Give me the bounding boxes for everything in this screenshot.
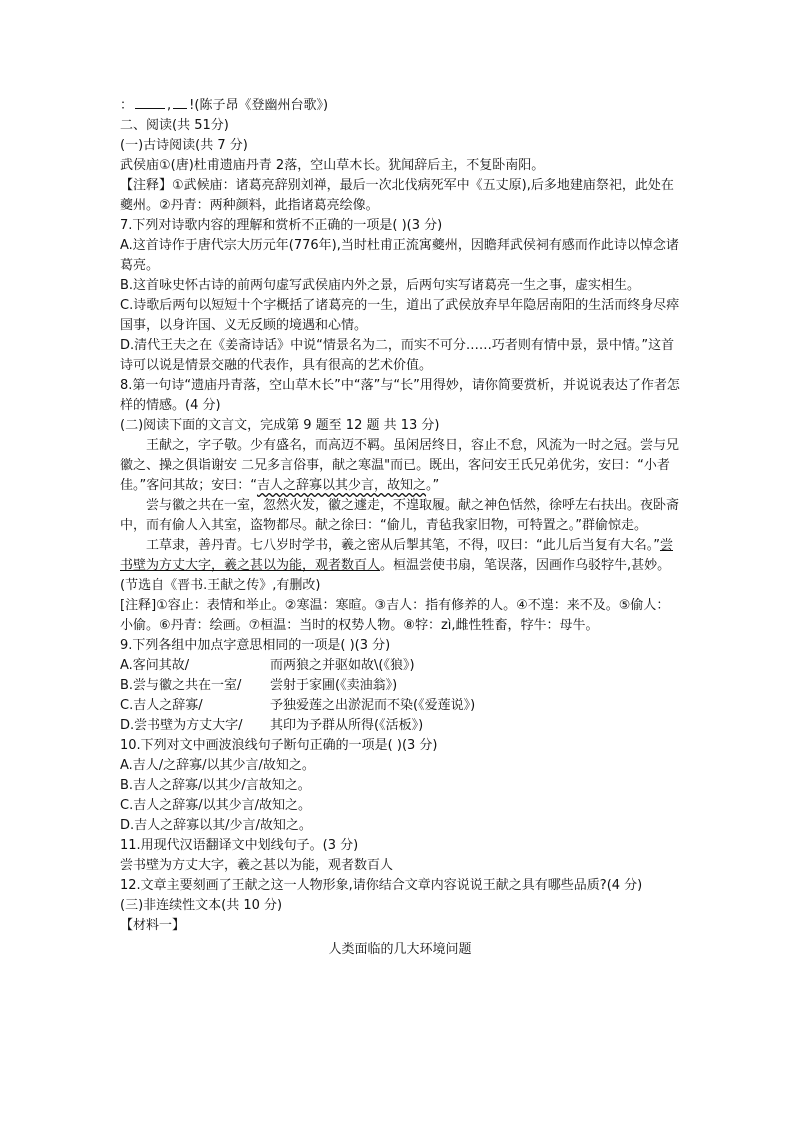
classical-paragraph-2: 尝与徽之共在一室，忽然火发，徽之遽走，不遑取履。献之神色恬然，徐呼左右扶出。夜卧斋中，而有偷人入其室，盗物都尽。献之徐曰：“偷儿，青毡我家旧物，可特置之。”群偷惊走。 xyxy=(120,498,680,533)
option-left: C.吉人之辞寡/ xyxy=(120,698,203,713)
subsection-heading-classical: (二)阅读下面的文言文，完成第 9 题至 12 题 共 13 分) xyxy=(120,418,440,433)
q11-sentence: 尝书壁为方丈大字，羲之甚以为能，观者数百人 xyxy=(120,858,394,873)
subsection-heading-nontext: (三)非连续性文本(共 10 分) xyxy=(120,898,283,913)
option-left: D.尝书壁为方丈大字/ xyxy=(120,718,243,733)
poem-text: 武侯庙①(唐)杜甫遗庙丹青 2落，空山草木长。犹闻辞后主，不复卧南阳。 xyxy=(120,158,545,173)
option-right: 予独爱莲之出淤泥而不染(《爱莲说》) xyxy=(270,698,476,713)
classical-paragraph-1 xyxy=(120,436,680,496)
question-7: 7.下列对诗歌内容的理解和赏析不正确的一项是( )(3 分) xyxy=(120,218,443,233)
question-9: 9.下列各组中加点字意思相同的一项是( )(3 分) xyxy=(120,638,391,653)
line-prefix: ： xyxy=(120,98,134,113)
q10-option-c: C.吉人之辞寡/以其少言/故知之。 xyxy=(120,798,311,813)
q10-option-d: D.吉人之辞寡以其/少言/故知之。 xyxy=(120,818,312,833)
question-11: 11.用现代汉语翻译文中划线句子。(3 分) xyxy=(120,838,359,853)
option-right: 尝射于家圃(《卖油翁》) xyxy=(270,678,398,693)
paragraph-text: 。” xyxy=(426,478,440,493)
question-12: 12.文章主要刻画了王献之这一人物形象,请你结合文章内容说说王献之具有哪些品质?(4 分) xyxy=(120,878,643,893)
q7-option-b: B.这首咏史怀古诗的前两句虚写武侯庙内外之景，后两句实写诸葛亮一生之事，虚实相生。 xyxy=(120,278,641,293)
exam-content xyxy=(120,96,680,960)
q10-option-a: A.吉人/之辞寡/以其少言/故知之。 xyxy=(120,758,315,773)
question-10: 10.下列对文中画波浪线句子断句正确的一项是( )(3 分) xyxy=(120,738,438,753)
answer-blank[interactable] xyxy=(135,96,165,109)
poem-notes: 【注释】①武候庙：诸葛亮辞别刘禅，最后一次北伐病死军中《五丈原),后多地建庙祭祀，此处在夔州。②丹青：两种颜料，此指诸葛亮绘像。 xyxy=(120,178,674,213)
line-suffix: !(陈子昂《登幽州台歌》) xyxy=(189,98,329,113)
poem-fill-blank-line: ： , !(陈子昂《登幽州台歌》) xyxy=(120,98,329,113)
paragraph-text: 。桓温尝使书扇，笔误落，因画作乌驳牸牛,甚妙。(节选自《晋书.王献之传》,有删改) xyxy=(120,558,671,593)
q7-option-a: A.这首诗作于唐代宗大历元年(776年),当时杜甫正流寓夔州，因瞻拜武侯祠有感而作此诗以悼念诸葛亮。 xyxy=(120,238,679,273)
subsection-heading-poem: (一)古诗阅读(共 7 分) xyxy=(120,138,248,153)
section-heading-reading: 二、阅读(共 51分) xyxy=(120,118,229,133)
classical-paragraph-3 xyxy=(120,536,680,596)
option-left: A.客问其故/ xyxy=(120,658,190,673)
wavy-underlined-sentence: 吉人之辞寡以其少言，故知之 xyxy=(256,478,426,493)
material-one-title: 人类面临的几大环境问题 xyxy=(328,942,472,957)
q7-option-d: D.清代王夫之在《姜斋诗话》中说“情景名为二，而实不可分……巧者则有情中景，景中情。”这首诗可以说是情景交融的代表作，具有很高的艺术价值。 xyxy=(120,338,675,373)
answer-blank[interactable] xyxy=(173,96,187,109)
underlined-sentence: 尝书壁为方丈大字，羲之甚以为能，观者数百人 xyxy=(120,538,673,573)
q10-option-b: B.吉人之辞寡/以其少/言故知之。 xyxy=(120,778,311,793)
option-right: 其印为予群从所得(《活板》) xyxy=(270,718,424,733)
q9-option-b xyxy=(120,676,680,696)
classical-notes: [注释]①容止：表情和举止。②寒温：寒暄。③吉人：指有修养的人。④不遑：来不及。⑤偷人：小偷。⑥丹青：绘画。⑦桓温：当时的权势人物。⑧牸：zì,雌性牲畜，牸牛：母牛。 xyxy=(120,598,670,633)
option-right: 而两狼之并驱如故\(《狼》) xyxy=(270,658,415,673)
material-one-label: 【材料一】 xyxy=(120,918,186,933)
q7-option-c: C.诗歌后两句以短短十个字概括了诸葛亮的一生，道出了武侯放弃早年隐居南阳的生活而终身尽瘁国事，以身许国、义无反顾的境遇和心情。 xyxy=(120,298,680,333)
question-8: 8.第一句诗“遗庙丹青落，空山草木长”中“落”与“长”用得妙，请你简要赏析，并说说表达了作者怎样的情感。(4 分) xyxy=(120,378,680,413)
q9-option-d xyxy=(120,716,680,736)
paragraph-text: 工草隶，善丹青。七八岁时学书，羲之密从后掣其笔，不得，叹曰：“此儿后当复有大名。” xyxy=(146,538,660,553)
paragraph-text: 王献之，字子敬。少有盛名，而高迈不羁。虽闲居终日，容止不怠，风流为一时之冠。尝与兄徽之、操之俱诣谢安 二兄多言俗事，献之寒温"而已。既出，客问安王氏兄弟优劣，安曰：“小者佳。”客问其故；安曰：“ xyxy=(120,438,680,493)
q9-option-c xyxy=(120,696,680,716)
option-left: B.尝与徽之共在一室/ xyxy=(120,678,242,693)
q9-option-a xyxy=(120,656,680,676)
